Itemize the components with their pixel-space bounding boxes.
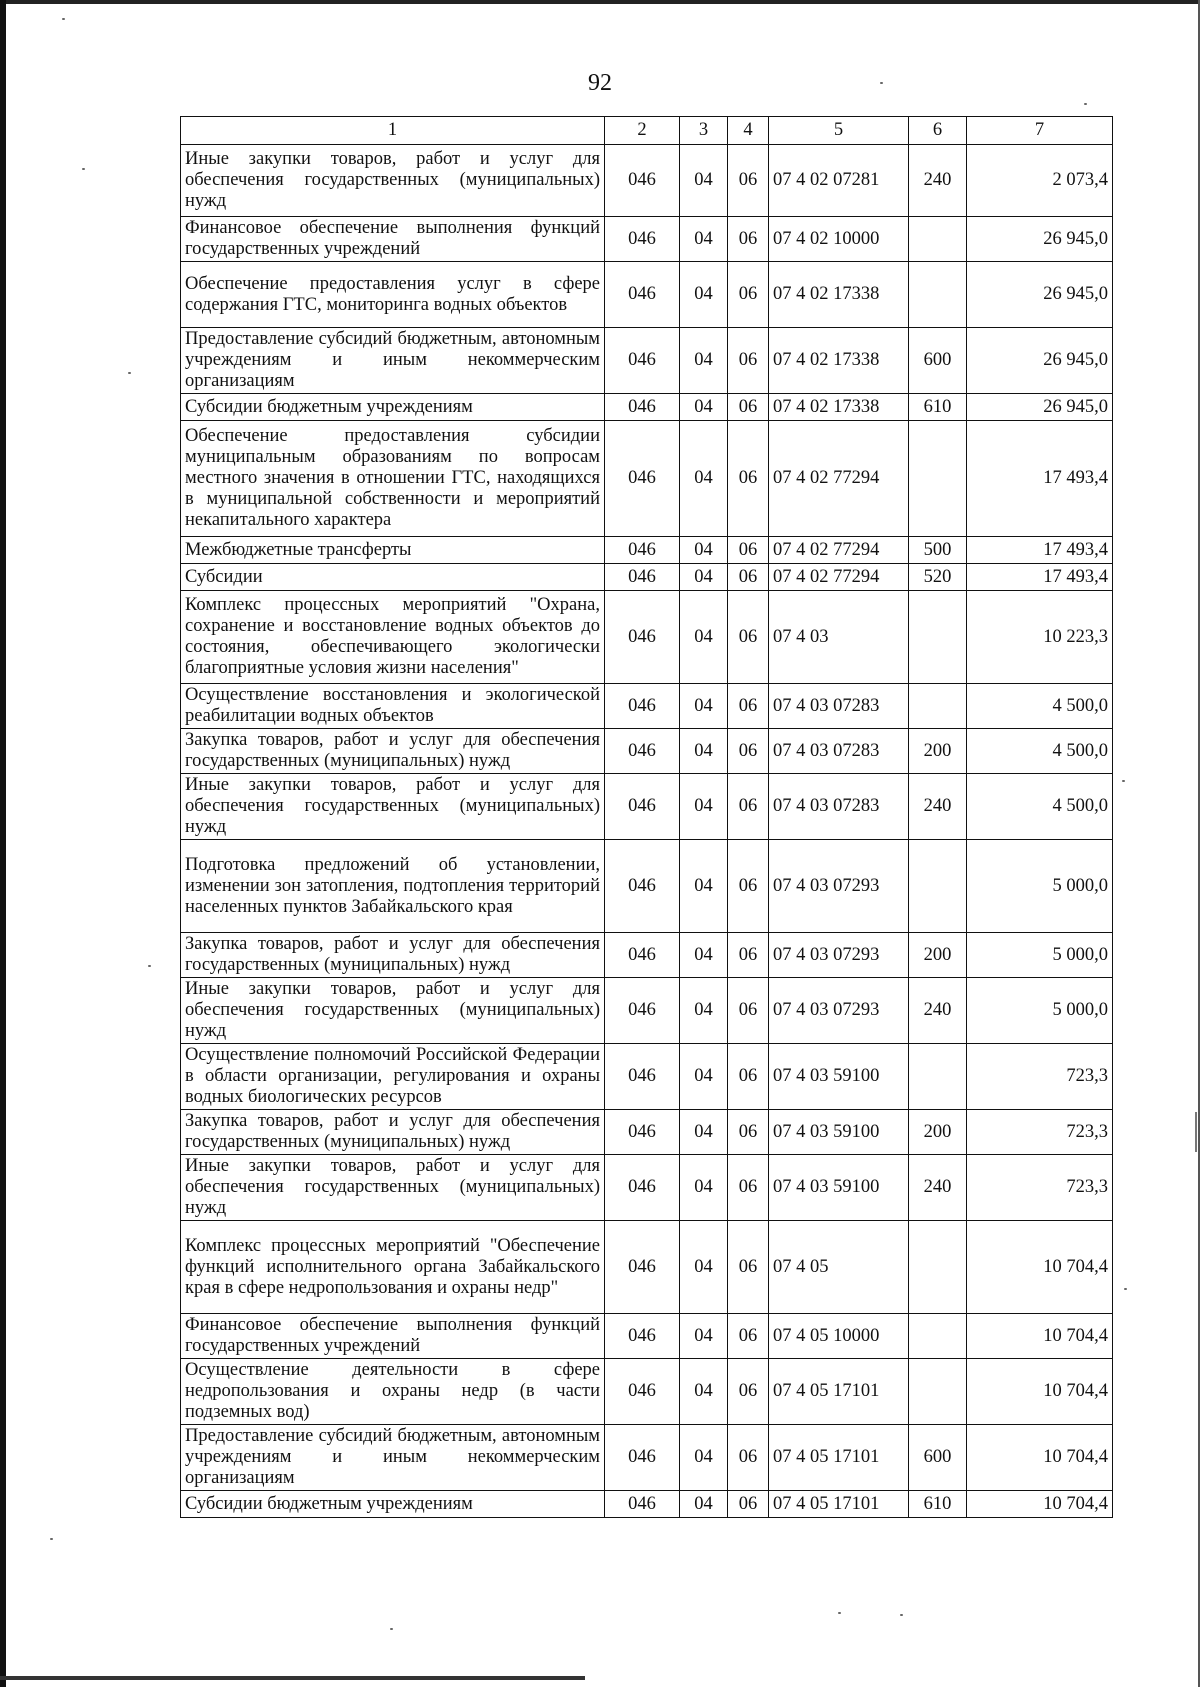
- row-code-subsection: 06: [728, 421, 769, 537]
- scan-mark: [1195, 1112, 1197, 1152]
- row-code-expense-type: [909, 1314, 967, 1359]
- row-code-expense-type: [909, 1359, 967, 1425]
- scan-speck: [390, 1628, 393, 1630]
- scan-speck: [1122, 780, 1125, 782]
- row-code-chapter: 046: [605, 262, 680, 328]
- row-code-section: 04: [680, 262, 728, 328]
- row-code-section: 04: [680, 145, 728, 217]
- scan-speck: [900, 1614, 903, 1616]
- row-code-target: 07 4 02 77294: [769, 421, 909, 537]
- row-code-section: 04: [680, 394, 728, 421]
- scan-speck: [62, 18, 65, 20]
- row-code-subsection: 06: [728, 1044, 769, 1110]
- row-description: Обеспечение предоставления услуг в сфере содержания ГТС, мониторинга водных объектов: [181, 262, 605, 328]
- row-code-subsection: 06: [728, 564, 769, 591]
- row-code-section: 04: [680, 1221, 728, 1314]
- row-description: Подготовка предложений об установлении, изменении зон затопления, подтопления территорий населенных пунктов Забайкальского края: [181, 840, 605, 933]
- row-code-section: 04: [680, 978, 728, 1044]
- row-amount: 10 704,4: [967, 1221, 1113, 1314]
- row-code-target: 07 4 03 07283: [769, 729, 909, 774]
- table-row: [181, 684, 1113, 729]
- row-description: Обеспечение предоставления субсидии муниципальным образованиям по вопросам местного значения в отношении ГТС, находящихся в муниципальной собственности и мероприятий некапитального характера: [181, 421, 605, 537]
- row-code-section: 04: [680, 1314, 728, 1359]
- row-code-target: 07 4 03 59100: [769, 1044, 909, 1110]
- row-code-expense-type: [909, 684, 967, 729]
- budget-table: [180, 116, 1113, 1518]
- column-header: 4: [728, 117, 769, 145]
- row-amount: 17 493,4: [967, 537, 1113, 564]
- table-row: [181, 840, 1113, 933]
- row-description: Межбюджетные трансферты: [181, 537, 605, 564]
- row-code-expense-type: 240: [909, 145, 967, 217]
- row-description: Субсидии: [181, 564, 605, 591]
- row-code-expense-type: 200: [909, 933, 967, 978]
- scan-speck: [148, 965, 151, 967]
- row-amount: 4 500,0: [967, 729, 1113, 774]
- scan-speck: [82, 168, 85, 170]
- row-code-subsection: 06: [728, 537, 769, 564]
- row-code-section: 04: [680, 1044, 728, 1110]
- row-code-chapter: 046: [605, 840, 680, 933]
- row-code-expense-type: 200: [909, 729, 967, 774]
- column-header: 2: [605, 117, 680, 145]
- table-row: [181, 774, 1113, 840]
- row-amount: 723,3: [967, 1110, 1113, 1155]
- table-row: [181, 1359, 1113, 1425]
- row-code-subsection: 06: [728, 978, 769, 1044]
- row-description: Субсидии бюджетным учреждениям: [181, 394, 605, 421]
- row-code-chapter: 046: [605, 1359, 680, 1425]
- row-amount: 4 500,0: [967, 774, 1113, 840]
- row-code-chapter: 046: [605, 145, 680, 217]
- table-row: [181, 1491, 1113, 1518]
- row-code-chapter: 046: [605, 684, 680, 729]
- row-amount: 26 945,0: [967, 262, 1113, 328]
- table-row: [181, 394, 1113, 421]
- row-code-expense-type: 240: [909, 1155, 967, 1221]
- row-amount: 5 000,0: [967, 933, 1113, 978]
- row-code-chapter: 046: [605, 1155, 680, 1221]
- scan-edge-left: [0, 0, 6, 1687]
- row-code-target: 07 4 05 17101: [769, 1425, 909, 1491]
- row-amount: 2 073,4: [967, 145, 1113, 217]
- row-code-chapter: 046: [605, 1314, 680, 1359]
- row-code-subsection: 06: [728, 1359, 769, 1425]
- row-code-target: 07 4 02 17338: [769, 328, 909, 394]
- table-row: [181, 564, 1113, 591]
- table-row: [181, 1110, 1113, 1155]
- row-code-target: 07 4 05 17101: [769, 1491, 909, 1518]
- row-code-expense-type: 500: [909, 537, 967, 564]
- row-description: Осуществление восстановления и экологической реабилитации водных объектов: [181, 684, 605, 729]
- row-description: Предоставление субсидий бюджетным, автономным учреждениям и иным некоммерческим организациям: [181, 1425, 605, 1491]
- scan-speck: [50, 1538, 53, 1540]
- row-code-section: 04: [680, 840, 728, 933]
- row-code-subsection: 06: [728, 840, 769, 933]
- table-header-row: [181, 117, 1113, 145]
- table-row: [181, 1155, 1113, 1221]
- row-code-expense-type: [909, 262, 967, 328]
- row-code-chapter: 046: [605, 217, 680, 262]
- row-code-expense-type: [909, 1221, 967, 1314]
- table-row: [181, 591, 1113, 684]
- row-amount: 4 500,0: [967, 684, 1113, 729]
- row-description: Комплекс процессных мероприятий "Охрана, сохранение и восстановление водных объектов до состояния, обеспечивающего экологически благоприятные условия жизни населения": [181, 591, 605, 684]
- row-code-subsection: 06: [728, 262, 769, 328]
- row-amount: 10 704,4: [967, 1359, 1113, 1425]
- row-code-target: 07 4 03 59100: [769, 1110, 909, 1155]
- row-code-target: 07 4 02 17338: [769, 262, 909, 328]
- row-code-section: 04: [680, 1110, 728, 1155]
- row-code-chapter: 046: [605, 978, 680, 1044]
- row-code-section: 04: [680, 217, 728, 262]
- row-code-expense-type: 600: [909, 1425, 967, 1491]
- row-description: Закупка товаров, работ и услуг для обеспечения государственных (муниципальных) нужд: [181, 729, 605, 774]
- table-row: [181, 217, 1113, 262]
- row-code-target: 07 4 02 10000: [769, 217, 909, 262]
- row-code-subsection: 06: [728, 591, 769, 684]
- row-code-section: 04: [680, 591, 728, 684]
- row-amount: 17 493,4: [967, 564, 1113, 591]
- row-code-subsection: 06: [728, 933, 769, 978]
- column-header: 3: [680, 117, 728, 145]
- row-code-section: 04: [680, 1425, 728, 1491]
- row-code-subsection: 06: [728, 774, 769, 840]
- row-code-chapter: 046: [605, 774, 680, 840]
- row-description: Субсидии бюджетным учреждениям: [181, 1491, 605, 1518]
- table-row: [181, 729, 1113, 774]
- row-code-target: 07 4 03 07293: [769, 933, 909, 978]
- row-amount: 26 945,0: [967, 394, 1113, 421]
- table-row: [181, 978, 1113, 1044]
- row-amount: 5 000,0: [967, 978, 1113, 1044]
- row-code-section: 04: [680, 328, 728, 394]
- row-description: Осуществление полномочий Российской Федерации в области организации, регулирования и охраны водных биологических ресурсов: [181, 1044, 605, 1110]
- row-amount: 26 945,0: [967, 217, 1113, 262]
- row-code-target: 07 4 02 77294: [769, 537, 909, 564]
- row-amount: 723,3: [967, 1155, 1113, 1221]
- row-code-chapter: 046: [605, 1221, 680, 1314]
- row-code-subsection: 06: [728, 1314, 769, 1359]
- row-code-subsection: 06: [728, 1425, 769, 1491]
- row-code-chapter: 046: [605, 933, 680, 978]
- row-code-target: 07 4 03 07283: [769, 774, 909, 840]
- row-description: Предоставление субсидий бюджетным, автономным учреждениям и иным некоммерческим организациям: [181, 328, 605, 394]
- table-row: [181, 933, 1113, 978]
- row-code-subsection: 06: [728, 394, 769, 421]
- table-row: [181, 421, 1113, 537]
- row-code-target: 07 4 02 77294: [769, 564, 909, 591]
- row-code-section: 04: [680, 729, 728, 774]
- row-code-chapter: 046: [605, 1491, 680, 1518]
- row-amount: 17 493,4: [967, 421, 1113, 537]
- row-code-target: 07 4 03 07293: [769, 978, 909, 1044]
- row-code-subsection: 06: [728, 217, 769, 262]
- row-description: Иные закупки товаров, работ и услуг для обеспечения государственных (муниципальных) нужд: [181, 774, 605, 840]
- row-description: Финансовое обеспечение выполнения функций государственных учреждений: [181, 217, 605, 262]
- page-number: 92: [588, 70, 612, 96]
- row-description: Финансовое обеспечение выполнения функций государственных учреждений: [181, 1314, 605, 1359]
- row-code-chapter: 046: [605, 394, 680, 421]
- table-row: [181, 1314, 1113, 1359]
- column-header: 1: [181, 117, 605, 145]
- row-description: Иные закупки товаров, работ и услуг для обеспечения государственных (муниципальных) нужд: [181, 145, 605, 217]
- row-amount: 5 000,0: [967, 840, 1113, 933]
- row-amount: 10 223,3: [967, 591, 1113, 684]
- row-description: Осуществление деятельности в сфере недропользования и охраны недр (в части подземных вод): [181, 1359, 605, 1425]
- row-code-chapter: 046: [605, 729, 680, 774]
- row-code-chapter: 046: [605, 537, 680, 564]
- row-description: Закупка товаров, работ и услуг для обеспечения государственных (муниципальных) нужд: [181, 1110, 605, 1155]
- row-code-expense-type: 200: [909, 1110, 967, 1155]
- scan-speck: [838, 1612, 841, 1614]
- row-code-target: 07 4 05 10000: [769, 1314, 909, 1359]
- row-code-expense-type: [909, 591, 967, 684]
- row-code-subsection: 06: [728, 1221, 769, 1314]
- row-code-expense-type: [909, 217, 967, 262]
- table-row: [181, 1425, 1113, 1491]
- row-amount: 26 945,0: [967, 328, 1113, 394]
- row-description: Иные закупки товаров, работ и услуг для обеспечения государственных (муниципальных) нужд: [181, 1155, 605, 1221]
- row-code-subsection: 06: [728, 1491, 769, 1518]
- row-code-section: 04: [680, 1491, 728, 1518]
- row-code-chapter: 046: [605, 564, 680, 591]
- scan-edge-top: [0, 0, 1200, 4]
- row-description: Иные закупки товаров, работ и услуг для обеспечения государственных (муниципальных) нужд: [181, 978, 605, 1044]
- row-code-expense-type: [909, 421, 967, 537]
- row-description: Закупка товаров, работ и услуг для обеспечения государственных (муниципальных) нужд: [181, 933, 605, 978]
- row-code-target: 07 4 02 17338: [769, 394, 909, 421]
- row-code-target: 07 4 03 59100: [769, 1155, 909, 1221]
- row-code-target: 07 4 05: [769, 1221, 909, 1314]
- scan-speck: [1084, 103, 1087, 105]
- row-code-expense-type: 240: [909, 774, 967, 840]
- row-code-section: 04: [680, 774, 728, 840]
- row-code-section: 04: [680, 421, 728, 537]
- row-code-subsection: 06: [728, 1155, 769, 1221]
- row-description: Комплекс процессных мероприятий "Обеспечение функций исполнительного органа Забайкальского края в сфере недропользования и охраны недр": [181, 1221, 605, 1314]
- row-code-chapter: 046: [605, 1425, 680, 1491]
- row-code-chapter: 046: [605, 1110, 680, 1155]
- row-code-chapter: 046: [605, 328, 680, 394]
- table-row: [181, 328, 1113, 394]
- row-code-section: 04: [680, 933, 728, 978]
- column-header: 5: [769, 117, 909, 145]
- row-code-section: 04: [680, 1155, 728, 1221]
- row-amount: 10 704,4: [967, 1425, 1113, 1491]
- row-code-chapter: 046: [605, 1044, 680, 1110]
- row-code-chapter: 046: [605, 421, 680, 537]
- row-code-subsection: 06: [728, 729, 769, 774]
- row-code-target: 07 4 03: [769, 591, 909, 684]
- row-code-expense-type: 610: [909, 394, 967, 421]
- row-code-expense-type: 610: [909, 1491, 967, 1518]
- row-amount: 10 704,4: [967, 1491, 1113, 1518]
- row-code-section: 04: [680, 684, 728, 729]
- row-amount: 10 704,4: [967, 1314, 1113, 1359]
- table-row: [181, 262, 1113, 328]
- row-code-subsection: 06: [728, 328, 769, 394]
- table-row: [181, 1044, 1113, 1110]
- scan-speck: [880, 82, 883, 84]
- row-code-expense-type: 240: [909, 978, 967, 1044]
- row-code-section: 04: [680, 564, 728, 591]
- table-row: [181, 1221, 1113, 1314]
- row-code-expense-type: 600: [909, 328, 967, 394]
- row-code-target: 07 4 03 07283: [769, 684, 909, 729]
- row-code-target: 07 4 05 17101: [769, 1359, 909, 1425]
- scan-edge-bottom: [0, 1676, 585, 1680]
- row-code-section: 04: [680, 537, 728, 564]
- row-code-target: 07 4 02 07281: [769, 145, 909, 217]
- row-amount: 723,3: [967, 1044, 1113, 1110]
- row-code-expense-type: 520: [909, 564, 967, 591]
- table-row: [181, 537, 1113, 564]
- column-header: 6: [909, 117, 967, 145]
- row-code-subsection: 06: [728, 684, 769, 729]
- row-code-chapter: 046: [605, 591, 680, 684]
- row-code-target: 07 4 03 07293: [769, 840, 909, 933]
- scan-speck: [128, 372, 131, 374]
- row-code-expense-type: [909, 840, 967, 933]
- row-code-subsection: 06: [728, 145, 769, 217]
- column-header: 7: [967, 117, 1113, 145]
- row-code-section: 04: [680, 1359, 728, 1425]
- table-row: [181, 145, 1113, 217]
- row-code-subsection: 06: [728, 1110, 769, 1155]
- row-code-expense-type: [909, 1044, 967, 1110]
- scan-speck: [1124, 1288, 1127, 1290]
